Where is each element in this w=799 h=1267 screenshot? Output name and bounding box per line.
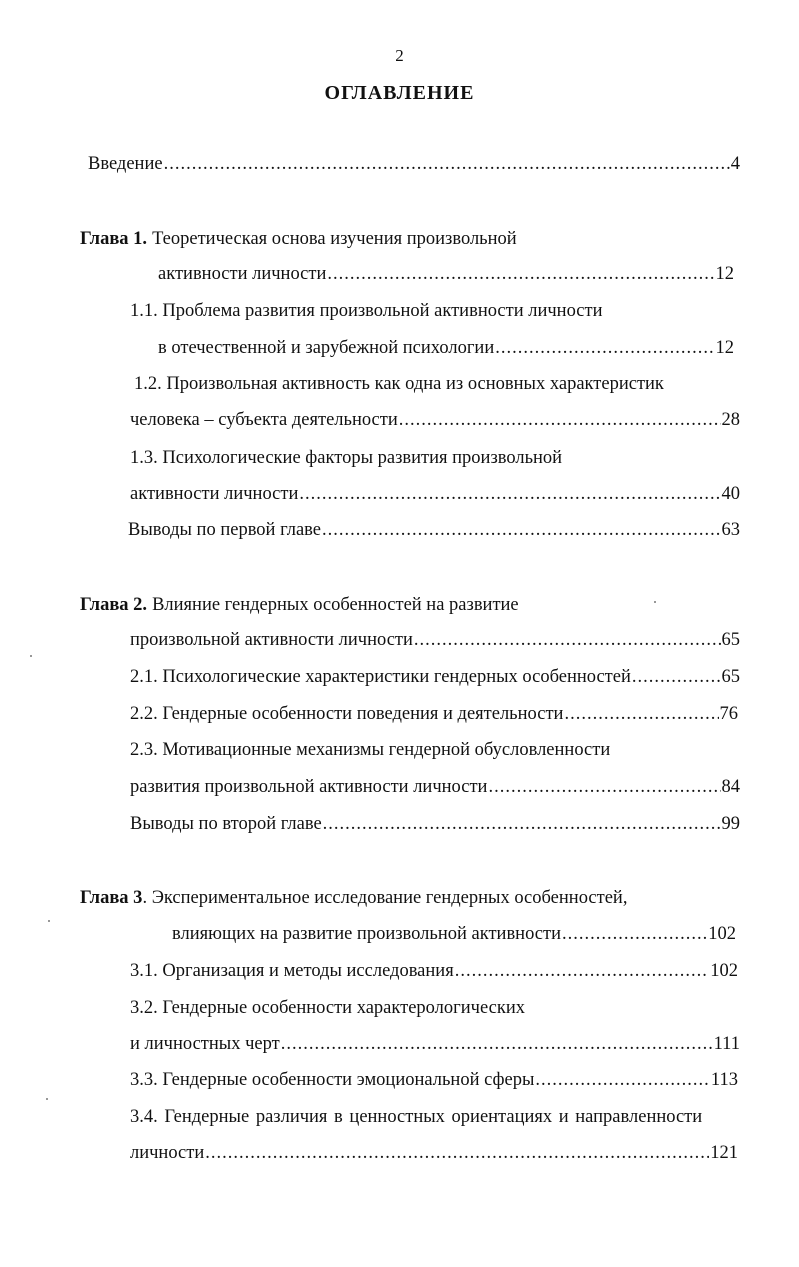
chapter-title: . Экспериментальное исследование гендерных особенностей, [142,888,628,908]
toc-entry-section-3-1 [130,961,738,985]
toc-entry-chapter-1 [158,264,734,288]
section-title: 3.2. Гендерные особенности характерологических [130,998,525,1018]
scan-speck [654,601,656,603]
section-2-3-heading [130,740,610,764]
toc-entry-text: произвольной активности личности [130,630,413,650]
toc-page-number: 121 [710,1143,738,1163]
chapter-3-heading [80,888,627,912]
toc-page-number: 65 [721,667,740,687]
section-title: 1.1. Проблема развития произвольной активности личности [130,301,603,321]
toc-entry-text: личности [130,1143,205,1163]
toc-entry-text: Выводы по первой главе [128,520,322,540]
toc-entry-text: влияющих на развитие произвольной активности [172,924,561,944]
toc-leader [399,410,721,431]
toc-page-number: 111 [713,1034,740,1054]
toc-page-number: 28 [721,410,740,430]
toc-entry-text: 2.1. Психологические характеристики гендерных особенностей [130,667,631,687]
toc-entry-chapter-3 [172,924,736,948]
toc-leader [488,777,720,798]
toc-leader [535,1070,710,1091]
section-3-4-heading [130,1107,742,1131]
toc-entry-chapter-2 [130,630,740,654]
toc-entry-text: Выводы по второй главе [130,814,322,834]
section-title: 3.4. Гендерные различия в ценностных ориентациях и направленности [130,1107,703,1127]
toc-entry-text: активности личности [158,264,327,284]
toc-entry-text: 3.1. Организация и методы исследования [130,961,454,981]
toc-entry-text: Введение [88,154,163,174]
scan-speck [30,655,32,657]
toc-leader [164,154,730,175]
section-title: 1.3. Психологические факторы развития произвольной [130,448,563,468]
toc-leader [414,630,721,651]
toc-entry-intro [88,154,740,178]
toc-page-number: 63 [721,520,740,540]
toc-entry-text: развития произвольной активности личности [130,777,488,797]
chapter-1-heading [80,229,517,253]
toc-entry-text: 2.2. Гендерные особенности поведения и деятельности [130,704,564,724]
section-1-3-heading [130,448,562,472]
toc-leader [495,338,714,359]
section-1-2-heading [134,374,664,398]
chapter-title: Влияние гендерных особенностей на развитие [152,595,519,615]
toc-entry-section-3-3 [130,1070,738,1094]
chapter-label: Глава 3 [80,888,143,908]
page-title: ОГЛАВЛЕНИЕ [324,82,475,104]
toc-entry-text: в отечественной и зарубежной психологии [158,338,495,358]
toc-entry-section-2-2 [130,704,738,728]
toc-leader [455,961,710,982]
toc-page-number: 40 [721,484,740,504]
section-1-1-heading [130,301,603,325]
toc-page-number: 65 [721,630,740,650]
toc-leader [299,484,720,505]
chapter-label: Глава 1. [80,229,148,249]
scan-speck [48,920,50,922]
toc-entry-text: и личностных черт [130,1034,280,1054]
page-number: 2 [395,46,404,65]
toc-leader [327,264,714,285]
toc-leader [564,704,718,725]
toc-page-number: 102 [708,924,736,944]
toc-leader [322,520,720,541]
toc-entry-text: человека – субъекта деятельности [130,410,398,430]
toc-entry-section-2-3 [130,777,740,801]
section-title: 2.3. Мотивационные механизмы гендерной обусловленности [130,740,611,760]
chapter-title: Теоретическая основа изучения произвольной [152,229,517,249]
toc-entry-section-3-4 [130,1143,738,1167]
toc-leader [281,1034,713,1055]
toc-leader [562,924,707,945]
toc-entry-section-1-3 [130,484,740,508]
toc-page-number: 99 [721,814,740,834]
toc-leader [632,667,721,688]
toc-leader [205,1143,709,1164]
toc-page-number: 76 [719,704,738,724]
chapter-2-heading [80,595,519,619]
toc-page-number: 102 [710,961,738,981]
toc-entry-section-1-2 [130,410,740,434]
toc-page-number: 12 [715,264,734,284]
toc-entry-section-3-2 [130,1034,740,1058]
toc-entry-conclusions-2 [130,814,740,838]
toc-page-number: 113 [710,1070,738,1090]
toc-entry-text: активности личности [130,484,299,504]
toc-leader [323,814,721,835]
section-3-2-heading [130,998,525,1022]
toc-page-number: 84 [721,777,740,797]
toc-entry-section-2-1 [130,667,740,691]
scan-speck [46,1098,48,1100]
chapter-label: Глава 2. [80,595,148,615]
toc-page-number: 12 [715,338,734,358]
toc-entry-conclusions-1 [128,520,740,544]
toc-page-number: 4 [730,154,740,174]
toc-entry-section-1-1 [158,338,734,362]
toc-entry-text: 3.3. Гендерные особенности эмоциональной сферы [130,1070,535,1090]
section-title: 1.2. Произвольная активность как одна из основных характеристик [134,374,664,394]
